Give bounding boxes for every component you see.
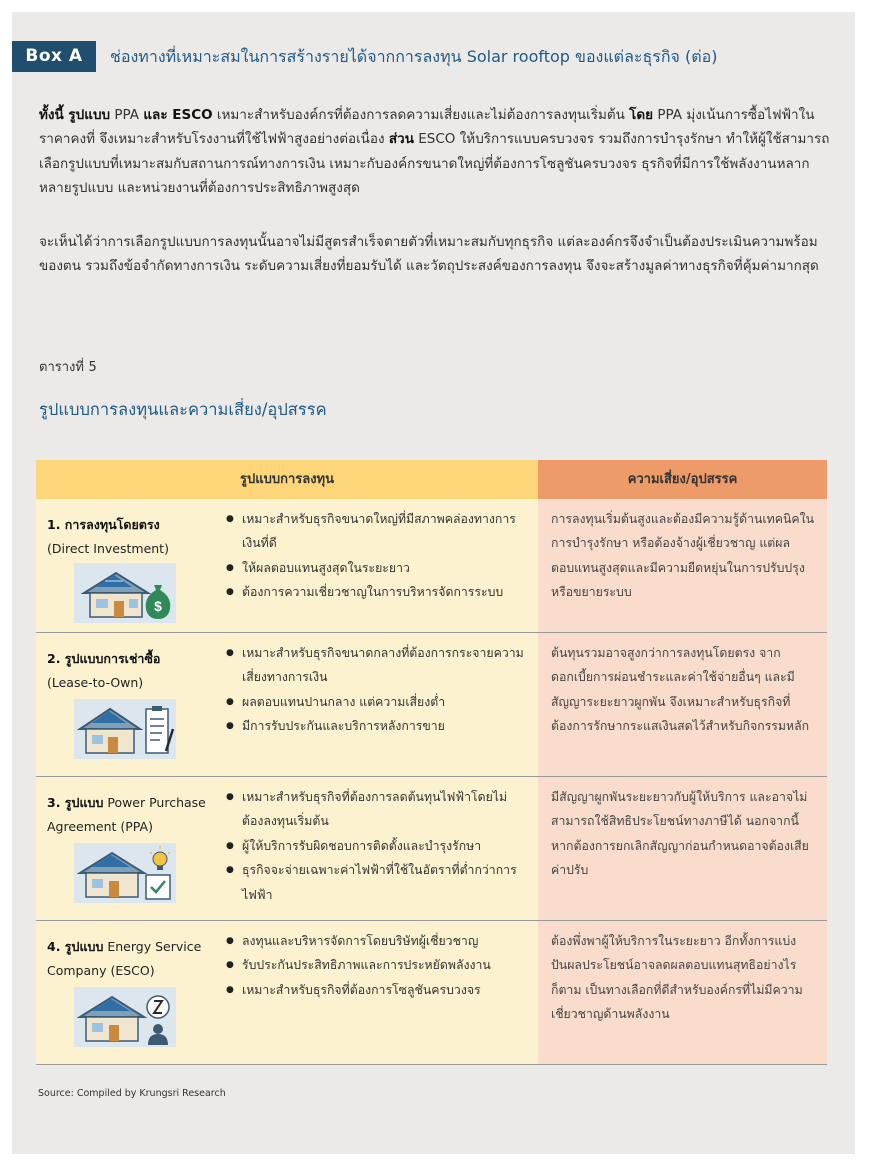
row-name-sub: (Lease-to-Own) [47, 675, 144, 690]
bullet-item: ● เหมาะสำหรับธุรกิจที่ต้องการโซลูชันครบวงจร [226, 978, 526, 1002]
row-name-cell [36, 921, 226, 1064]
row-name [47, 513, 226, 561]
row-bullets-cell [226, 777, 538, 920]
table-label-text: ตารางที่ [39, 360, 84, 375]
box-tag: Box A [12, 41, 96, 72]
bullet-item: ● มีการรับประกันและบริการหลังการขาย [226, 714, 526, 738]
house-money-icon [74, 563, 176, 623]
bullet-item: ● ให้ผลตอบแทนสูงสุดในระยะยาว [226, 556, 526, 580]
bullet-item: ● ลงทุนและบริหารจัดการโดยบริษัทผู้เชี่ยวชาญ [226, 929, 526, 953]
p1-text-3: PPA มุ่งเน้นการซื้อไฟฟ้าในราคาคงที่ จึงเหมาะสำหรับโรงงานที่ใช้ไฟฟ้าสูงอย่างต่อเนื่อง [39, 107, 815, 148]
p1-text-1: PPA [110, 107, 144, 123]
bullet-item: ● ผลตอบแทนปานกลาง แต่ความเสี่ยงต่ำ [226, 690, 526, 714]
header-model: รูปแบบการลงทุน [36, 460, 538, 499]
row-name-cell [36, 633, 226, 776]
svg-text:$: $ [154, 598, 162, 614]
bullet-item: ● เหมาะสำหรับธุรกิจขนาดใหญ่ที่มีสภาพคล่องทางการเงินที่ดี [226, 507, 526, 556]
row-risk-cell: มีสัญญาผูกพันระยะยาวกับผู้ให้บริการ และอาจไม่สามารถใช้สิทธิประโยชน์ทางภาษีได้ นอกจากนี้ หากต้องการยกเลิกสัญญาก่อนกำหนดอาจต้องเสียค่าปรับ [538, 777, 827, 920]
bullet-list [226, 507, 526, 605]
row-name-en: Power Purchase Agreement (PPA) [47, 795, 206, 834]
row-name [47, 647, 226, 695]
row-risk-cell: การลงทุนเริ่มต้นสูงและต้องมีความรู้ด้านเทคนิคในการบำรุงรักษา หรือต้องจ้างผู้เชี่ยวชาญ แต่ผลตอบแทนสูงสุดและมีความยืดหยุ่นในการปรับปรุงหรือขยายระบบ [538, 499, 827, 632]
p1-bold-2: และ ESCO [143, 107, 213, 123]
table-label [39, 356, 97, 377]
p1-bold-3: โดย [629, 107, 654, 123]
table-title: รูปแบบการลงทุนและความเสี่ยง/อุปสรรค [39, 400, 327, 419]
p1-bold-4: ส่วน [388, 131, 414, 148]
bullet-item: ● เหมาะสำหรับธุรกิจขนาดกลางที่ต้องการกระจายความเสี่ยงทางการเงิน [226, 641, 526, 690]
bullet-item: ● ธุรกิจจะจ่ายเฉพาะค่าไฟฟ้าที่ใช้ในอัตราที่ต่ำกว่าการไฟฟ้า [226, 858, 526, 907]
row-name-bold: 3. รูปแบบ [47, 795, 104, 810]
bullet-item: ● ต้องการความเชี่ยวชาญในการบริหารจัดการระบบ [226, 580, 526, 604]
row-bullets-cell [226, 633, 538, 776]
bullet-list [226, 929, 526, 1002]
p1-text-4: ESCO ให้บริการแบบครบวงจร รวมถึงการบำรุงรักษา ทำให้ผู้ใช้สามารถเลือกรูปแบบที่เหมาะสมกับสถานการณ์ทางการเงิน เหมาะกับองค์กรขนาดใหญ่ที่ต้องการโซลูชันครบวงจร ธุรกิจที่มีการใช้พลังงานหลากหลายรูปแบบ และหน่วยงานที่ต้องการประสิทธิภาพสูงสุด [39, 131, 830, 197]
paragraph-1 [39, 103, 834, 201]
row-risk-cell: ต้องพึ่งพาผู้ให้บริการในระยะยาว อีกทั้งการแบ่งปันผลประโยชน์อาจลดผลตอบแทนสุทธิอย่างไรก็ตาม เป็นทางเลือกที่ดีสำหรับองค์กรที่ไม่มีความเชี่ยวชาญด้านพลังงาน [538, 921, 827, 1064]
source-note: Source: Compiled by Krungsri Research [38, 1088, 226, 1099]
bullet-list [226, 641, 526, 739]
investment-table [36, 460, 827, 1065]
table-row [36, 921, 827, 1065]
row-bullets-cell [226, 499, 538, 632]
p1-bold-1: ทั้งนี้ รูปแบบ [39, 107, 111, 123]
bullet-item: ● เหมาะสำหรับธุรกิจที่ต้องการลดต้นทุนไฟฟ้าโดยไม่ต้องลงทุนเริ่มต้น [226, 785, 526, 834]
row-name-bold: 4. รูปแบบ [47, 939, 104, 954]
page-background [12, 12, 855, 1154]
row-name [47, 935, 226, 983]
bullet-item: ● รับประกันประสิทธิภาพและการประหยัดพลังงาน [226, 953, 526, 977]
house-expert-icon [74, 987, 176, 1047]
row-risk-cell: ต้นทุนรวมอาจสูงกว่าการลงทุนโดยตรง จากดอกเบี้ยการผ่อนชำระและค่าใช้จ่ายอื่นๆ และมีสัญญาระยะยาวผูกพัน จึงเหมาะสำหรับธุรกิจที่ต้องการรักษากระแสเงินสดไว้สำหรับกิจกรรมหลัก [538, 633, 827, 776]
table-row [36, 633, 827, 777]
house-contract-icon [74, 699, 176, 759]
p1-text-2: เหมาะสำหรับองค์กรที่ต้องการลดความเสี่ยงและไม่ต้องการลงทุนเริ่มต้น [212, 107, 630, 123]
paragraph-2: จะเห็นได้ว่าการเลือกรูปแบบการลงทุนนั้นอาจไม่มีสูตรสำเร็จตายตัวที่เหมาะสมกับทุกธุรกิจ แต่ละองค์กรจึงจำเป็นต้องประเมินความพร้อมของตน รวมถึงข้อจำกัดทางการเงิน ระดับความเสี่ยงที่ยอมรับได้ และวัตถุประสงค์ของการลงทุน จึงจะสร้างมูลค่าทางธุรกิจที่คุ้มค่ามากสุด [39, 234, 819, 275]
table-number: 5 [88, 360, 97, 375]
table-header [36, 460, 827, 499]
row-name-en: Energy Service Company (ESCO) [47, 939, 202, 978]
row-name [47, 791, 226, 839]
row-bullets-cell [226, 921, 538, 1064]
box-title: ช่องทางที่เหมาะสมในการสร้างรายได้จากการลงทุน Solar rooftop ของแต่ละธุรกิจ (ต่อ) [110, 47, 718, 66]
row-name-cell [36, 499, 226, 632]
row-name-bold: 2. รูปแบบการเช่าซื้อ [47, 651, 161, 666]
table-row [36, 777, 827, 921]
bullet-item: ● ผู้ให้บริการรับผิดชอบการติดตั้งและบำรุงรักษา [226, 834, 526, 858]
row-name-sub: (Direct Investment) [47, 541, 169, 556]
row-name-cell [36, 777, 226, 920]
header-risk: ความเสี่ยง/อุปสรรค [538, 460, 827, 499]
row-name-bold: 1. การลงทุนโดยตรง [47, 517, 160, 532]
table-row [36, 499, 827, 633]
bullet-list [226, 785, 526, 907]
house-bulb-checklist-icon [74, 843, 176, 903]
